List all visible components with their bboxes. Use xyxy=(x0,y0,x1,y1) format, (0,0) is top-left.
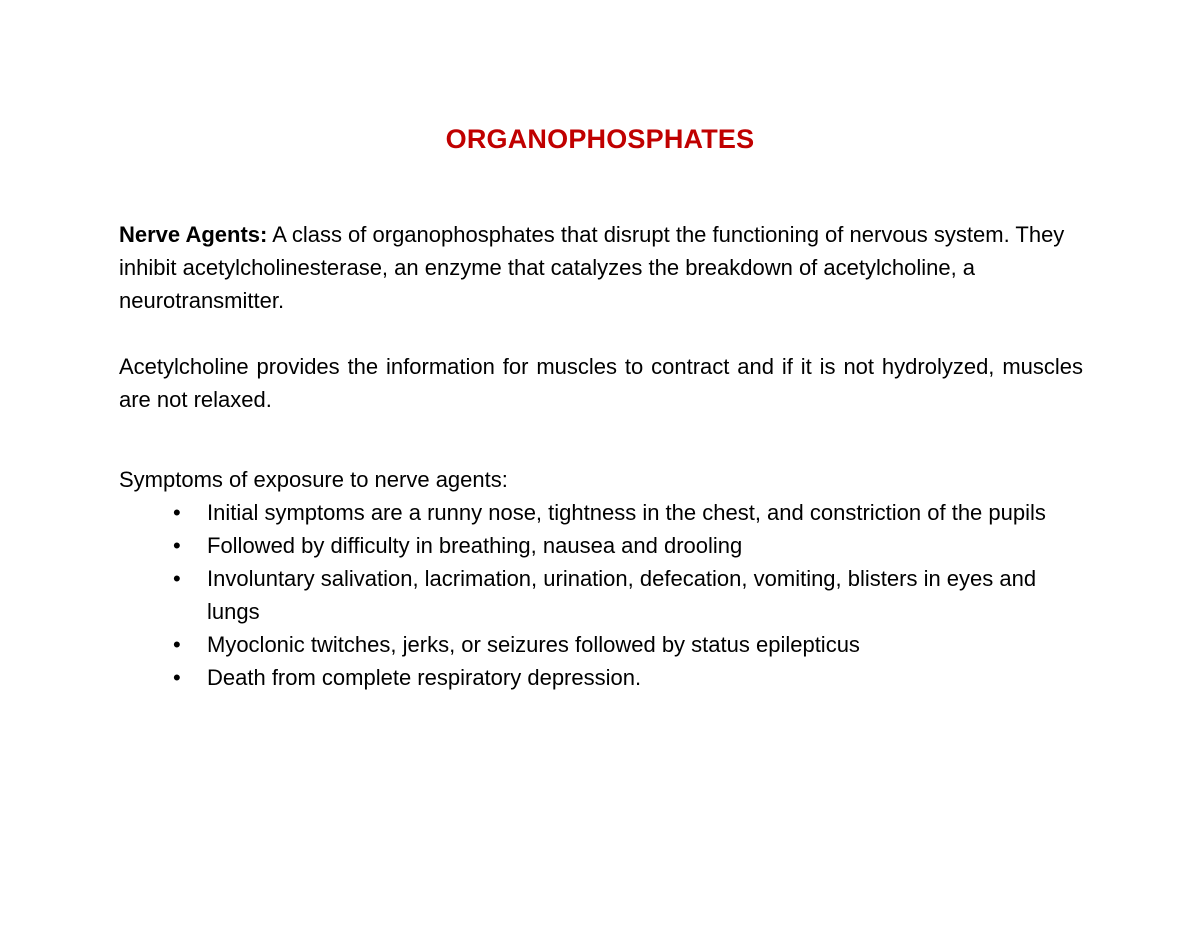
bullet-icon: • xyxy=(173,566,181,591)
list-item xyxy=(119,562,1083,628)
symptoms-heading: Symptoms of exposure to nerve agents: xyxy=(119,467,508,492)
bullet-icon: • xyxy=(173,500,181,525)
nerve-agents-term: Nerve Agents: xyxy=(119,222,268,247)
bullet-icon: • xyxy=(173,632,181,657)
bullet-icon: • xyxy=(173,665,181,690)
acetylcholine-paragraph: Acetylcholine provides the information for muscles to contract and if it is not hydrolyzed, muscles are not relaxed. xyxy=(119,354,1083,412)
list-item-text: Death from complete respiratory depression. xyxy=(207,665,642,690)
symptoms-list xyxy=(119,496,1083,694)
nerve-agents-paragraph xyxy=(119,218,1083,317)
list-item-text: Followed by difficulty in breathing, nausea and drooling xyxy=(207,533,743,558)
list-item-text: Myoclonic twitches, jerks, or seizures followed by status epilepticus xyxy=(207,632,860,657)
page-title: ORGANOPHOSPHATES xyxy=(445,124,755,154)
list-item xyxy=(119,529,1083,562)
list-item xyxy=(119,661,1083,694)
list-item xyxy=(119,496,1083,529)
list-item-text: Initial symptoms are a runny nose, tightness in the chest, and constriction of the pupils xyxy=(207,500,1046,525)
list-item xyxy=(119,628,1083,661)
list-item-text: Involuntary salivation, lacrimation, urination, defecation, vomiting, blisters in eyes and lungs xyxy=(207,566,1037,624)
nerve-agents-definition: A class of organophosphates that disrupt the functioning of nervous system. They inhibit acetylcholinesterase, an enzyme that catalyzes the breakdown of acetylcholine, a neurotransmitter. xyxy=(119,222,1065,313)
bullet-icon: • xyxy=(173,533,181,558)
